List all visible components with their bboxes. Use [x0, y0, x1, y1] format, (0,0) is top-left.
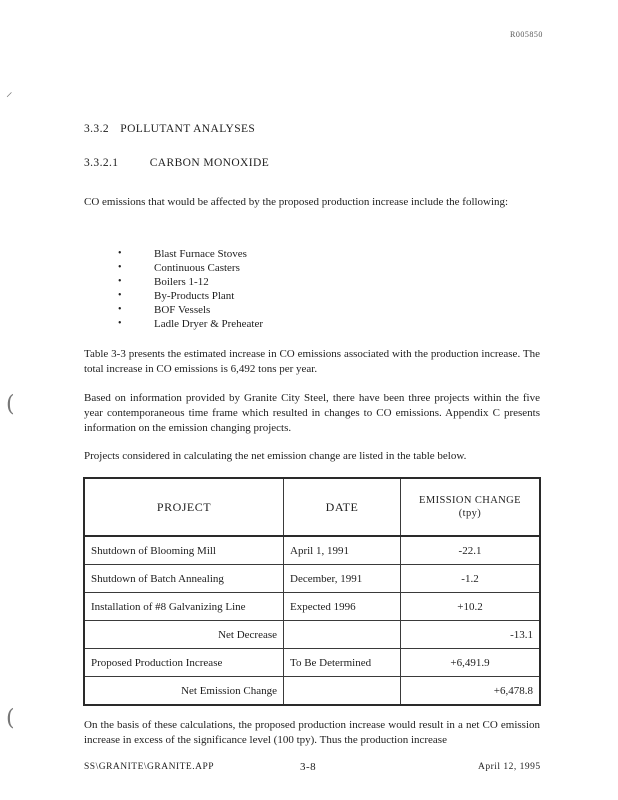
emission-cell: -22.1: [401, 536, 541, 565]
date-cell: April 1, 1991: [284, 536, 401, 565]
net-change-value: +6,478.8: [401, 677, 541, 706]
section-title: POLLUTANT ANALYSES: [120, 123, 256, 135]
column-header-project: PROJECT: [84, 478, 284, 536]
proposed-increase-row: [84, 649, 540, 677]
project-cell: Shutdown of Batch Annealing: [84, 565, 284, 593]
table-row: [84, 593, 540, 621]
table-header-row: [84, 478, 540, 536]
project-cell: Shutdown of Blooming Mill: [84, 536, 284, 565]
list-item: • BOF Vessels: [118, 303, 263, 317]
subsection-title: CARBON MONOXIDE: [149, 157, 270, 169]
emission-cell: +6,491.9: [401, 649, 541, 677]
page-number: 3-8: [300, 761, 317, 773]
subsection-heading: [84, 157, 269, 169]
table-row: [84, 565, 540, 593]
list-item: • Continuous Casters: [118, 261, 263, 275]
list-item: • Ladle Dryer & Preheater: [118, 317, 263, 331]
column-header-date: DATE: [284, 478, 401, 536]
paragraph-table-reference: Table 3-3 presents the estimated increase in CO emissions associated with the production increase. The total increase in CO emissions is 6,492 tons per year.: [84, 348, 540, 375]
intro-paragraph: CO emissions that would be affected by the proposed production increase include the following:: [84, 196, 509, 208]
empty-cell: [284, 621, 401, 649]
list-item: • By-Products Plant: [118, 289, 263, 303]
paragraph-table-intro: Projects considered in calculating the net emission change are listed in the table below.: [84, 450, 467, 462]
footer-date: April 12, 1995: [478, 762, 541, 772]
scan-mark-icon: ⸝: [6, 85, 13, 100]
project-cell: Proposed Production Increase: [84, 649, 284, 677]
document-id: R005850: [510, 30, 543, 39]
column-header-emission: EMISSION CHANGE (tpy): [401, 478, 541, 536]
emission-projects-table: [83, 477, 541, 706]
emission-cell: -1.2: [401, 565, 541, 593]
empty-cell: [284, 677, 401, 706]
margin-bracket-icon: (: [6, 392, 15, 417]
table-row: [84, 536, 540, 565]
emission-cell: +10.2: [401, 593, 541, 621]
date-cell: Expected 1996: [284, 593, 401, 621]
net-decrease-row: [84, 621, 540, 649]
net-change-row: [84, 677, 540, 706]
subsection-number: 3.3.2.1: [84, 157, 119, 169]
section-heading: [84, 123, 255, 135]
date-cell: December, 1991: [284, 565, 401, 593]
footer-file-path: SS\GRANITE\GRANITE.APP: [84, 762, 215, 772]
net-decrease-value: -13.1: [401, 621, 541, 649]
list-item: • Boilers 1-12: [118, 275, 263, 289]
project-cell: Installation of #8 Galvanizing Line: [84, 593, 284, 621]
paragraph-projects: Based on information provided by Granite City Steel, there have been three projects within the five year contemporaneous time frame which resulted in changes to CO emissions. Appendix C presents information on the emission changing projects.: [84, 392, 540, 434]
paragraph-conclusion: On the basis of these calculations, the proposed production increase would result in a net CO emission increase in excess of the significance level (100 tpy). Thus the production increase: [84, 719, 540, 746]
date-cell: To Be Determined: [284, 649, 401, 677]
emission-source-list: [118, 247, 263, 331]
section-number: 3.3.2: [84, 123, 109, 135]
list-item: • Blast Furnace Stoves: [118, 247, 263, 261]
net-decrease-label: Net Decrease: [84, 621, 284, 649]
net-change-label: Net Emission Change: [84, 677, 284, 706]
margin-bracket-icon: (: [6, 706, 15, 731]
